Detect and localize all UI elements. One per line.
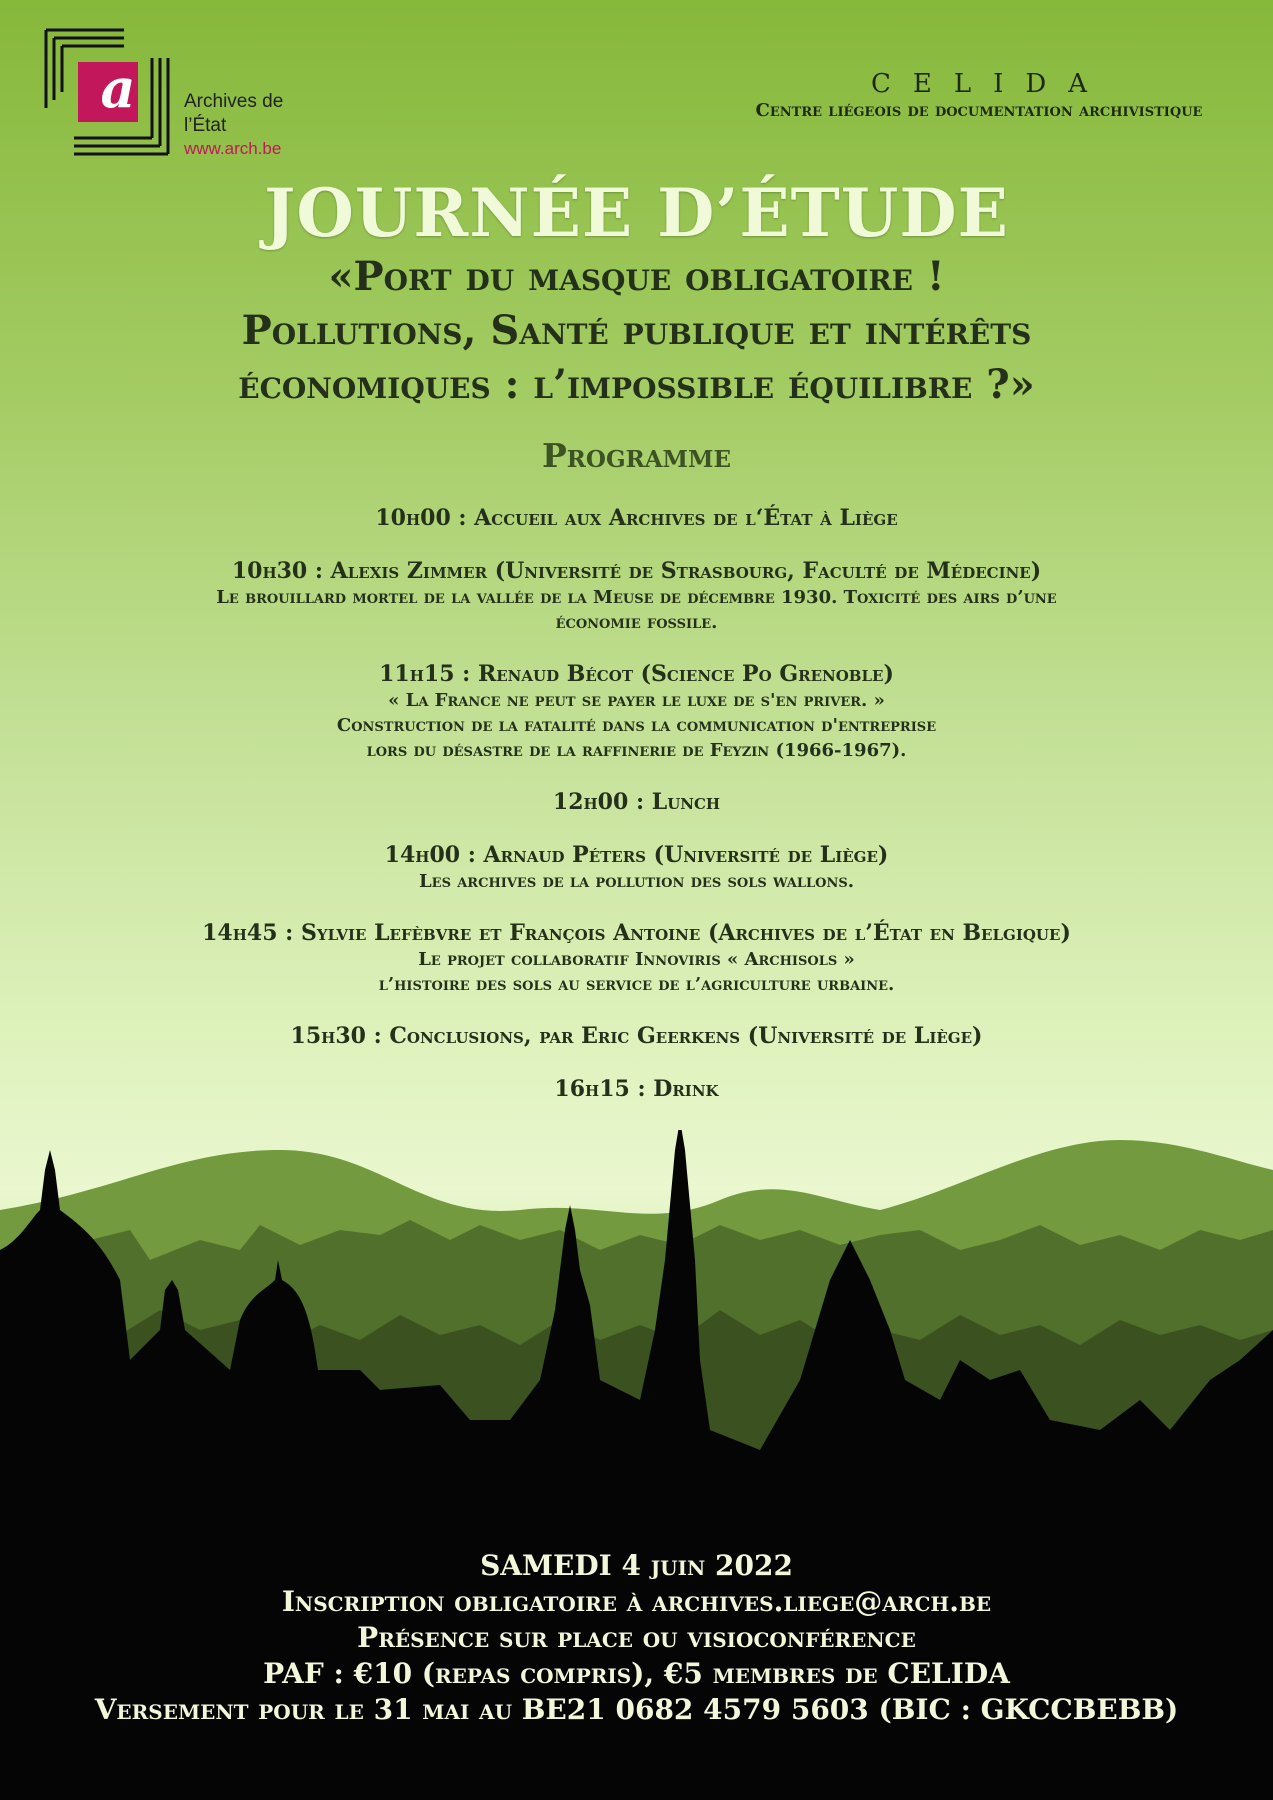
schedule-detail: Le projet collaboratif Innoviris « Archisols » — [418, 949, 855, 970]
logo-text — [184, 90, 304, 160]
payment-info: Versement pour le 31 mai au BE21 0682 4579 5603 (BIC : GKCCBEBB) — [94, 1693, 1179, 1726]
subtitle-line: Pollutions, Santé publique et intérêts — [241, 307, 1032, 354]
celida-title: CELIDA — [870, 69, 1110, 99]
registration-info[interactable]: Inscription obligatoire à archives.liege@arch.be — [281, 1585, 992, 1618]
schedule-item — [60, 505, 1213, 532]
schedule-item — [60, 558, 1213, 635]
celida-header — [719, 68, 1239, 122]
celida-subtitle: Centre liégeois de documentation archivistique — [755, 100, 1203, 121]
programme-heading: Programme — [541, 436, 731, 475]
schedule-time: 14h00 : Arnaud Péters (Université de Liège) — [384, 842, 889, 868]
schedule-detail: l’histoire des sols au service de l’agriculture urbaine. — [378, 974, 895, 995]
schedule-time: 10h30 : Alexis Zimmer (Université de Strasbourg, Faculté de Médecine) — [231, 558, 1042, 584]
schedule-time: 11h15 : Renaud Bécot (Science Po Grenoble) — [379, 661, 894, 687]
schedule-time: 10h00 : Accueil aux Archives de l‘État à Liège — [375, 505, 898, 531]
schedule-detail: Construction de la fatalité dans la communication d'entreprise — [336, 715, 937, 736]
schedule-detail: Le brouillard mortel de la vallée de la Meuse de décembre 1930. Toxicité des airs d’une — [216, 587, 1057, 608]
schedule-item — [60, 789, 1213, 816]
attendance-info: Présence sur place ou visioconférence — [357, 1621, 916, 1654]
schedule-time: 16h15 : Drink — [554, 1076, 719, 1102]
schedule-time: 12h00 : Lunch — [552, 789, 721, 815]
logo-letter: a — [100, 56, 136, 120]
schedule-detail: économie fossile. — [555, 612, 718, 633]
schedule-detail: Les archives de la pollution des sols wallons. — [419, 871, 854, 892]
schedule-item — [60, 1023, 1213, 1050]
archives-logo[interactable] — [44, 28, 304, 158]
schedule-time: 15h30 : Conclusions, par Eric Geerkens (Université de Liège) — [290, 1023, 983, 1049]
subtitle-line: «Port du masque obligatoire ! — [328, 253, 945, 300]
logo-url[interactable]: www.arch.be — [184, 139, 282, 158]
schedule-time: 14h45 : Sylvie Lefèbvre et François Antoine (Archives de l’État en Belgique) — [202, 920, 1071, 946]
fee-info: PAF : €10 (repas compris), €5 membres de CELIDA — [263, 1657, 1010, 1690]
schedule — [60, 505, 1213, 1129]
main-title: JOURNÉE D’ÉTUDE — [264, 174, 1009, 252]
schedule-detail: « La France ne peut se payer le luxe de s'en priver. » — [388, 690, 885, 711]
schedule-item — [60, 842, 1213, 894]
schedule-item — [60, 661, 1213, 763]
schedule-item — [60, 920, 1213, 997]
footer-info — [0, 1548, 1273, 1728]
logo-name: Archives de l’État — [184, 91, 284, 136]
subtitle — [40, 250, 1233, 412]
schedule-item — [60, 1076, 1213, 1103]
schedule-detail: lors du désastre de la raffinerie de Feyzin (1966-1967). — [366, 740, 907, 761]
event-date: SAMEDI 4 juin 2022 — [480, 1549, 793, 1582]
subtitle-line: économiques : l’impossible équilibre ?» — [238, 361, 1035, 408]
